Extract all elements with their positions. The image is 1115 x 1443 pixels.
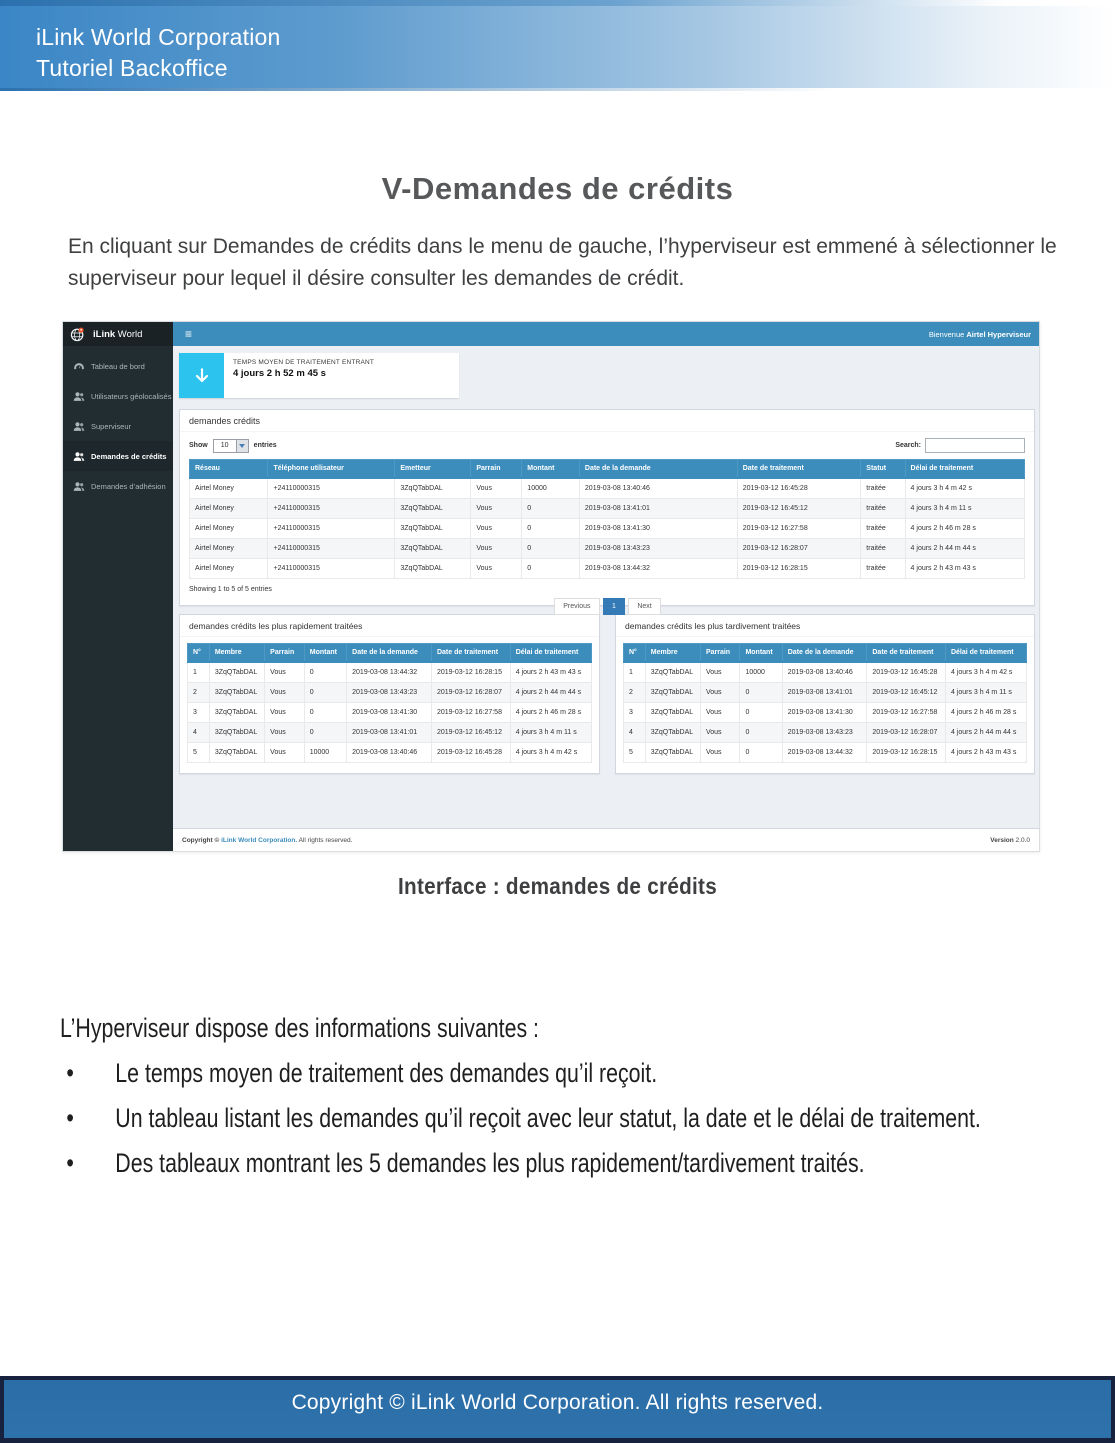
cell: 0 bbox=[740, 723, 782, 743]
list-item: • Le temps moyen de traitement des demandes qu’il reçoit. bbox=[60, 1051, 1087, 1096]
table-row bbox=[624, 683, 1027, 703]
cell: 2019-03-12 16:45:12 bbox=[431, 723, 510, 743]
column-header[interactable]: Statut bbox=[861, 460, 905, 479]
pagination bbox=[180, 595, 1034, 615]
cell: 2019-03-12 16:28:15 bbox=[737, 559, 861, 579]
cell: 2019-03-08 13:44:32 bbox=[579, 559, 737, 579]
cell: +24110000315 bbox=[268, 478, 395, 499]
cell: 3ZqQTabDAL bbox=[395, 539, 471, 559]
column-header[interactable]: Réseau bbox=[190, 460, 268, 479]
infobox-value: 4 jours 2 h 52 m 45 s bbox=[233, 368, 326, 379]
company-link[interactable]: iLink World Corporation. bbox=[221, 836, 298, 844]
cell: 3ZqQTabDAL bbox=[209, 683, 264, 703]
sidebar-item-utilisateurs-geolocalises[interactable] bbox=[63, 381, 173, 411]
table-row bbox=[624, 662, 1027, 683]
cell: 2019-03-12 16:45:28 bbox=[867, 662, 946, 683]
cell: 3ZqQTabDAL bbox=[209, 723, 264, 743]
cell: 3ZqQTabDAL bbox=[395, 559, 471, 579]
latest-processed-table bbox=[623, 643, 1027, 763]
previous-page-button[interactable]: Previous bbox=[554, 598, 599, 615]
cell: Vous bbox=[471, 478, 522, 499]
down-arrow-icon bbox=[179, 353, 224, 398]
cell: 2019-03-08 13:40:46 bbox=[347, 743, 432, 763]
cell: Vous bbox=[471, 559, 522, 579]
cell: 2019-03-08 13:43:23 bbox=[579, 539, 737, 559]
app-screenshot bbox=[62, 321, 1040, 852]
cell: Vous bbox=[700, 683, 739, 703]
cell: 2019-03-12 16:28:15 bbox=[431, 662, 510, 683]
users-icon bbox=[73, 421, 85, 432]
cell: 2019-03-12 16:27:58 bbox=[431, 703, 510, 723]
globe-icon bbox=[70, 327, 85, 342]
cell: 4 jours 2 h 46 m 28 s bbox=[510, 703, 591, 723]
cell: Vous bbox=[471, 519, 522, 539]
cell: 4 jours 2 h 44 m 44 s bbox=[510, 683, 591, 703]
cell: 0 bbox=[522, 499, 580, 519]
show-label: Show bbox=[189, 442, 208, 449]
cell: 3ZqQTabDAL bbox=[395, 478, 471, 499]
cell: 2019-03-12 16:27:58 bbox=[737, 519, 861, 539]
cell: 3ZqQTabDAL bbox=[645, 723, 700, 743]
sidebar-item-demandes-de-credits[interactable] bbox=[63, 441, 173, 471]
table-row bbox=[624, 743, 1027, 763]
cell: Vous bbox=[471, 539, 522, 559]
next-page-button[interactable]: Next bbox=[628, 598, 660, 615]
column-header[interactable]: Téléphone utilisateur bbox=[268, 460, 395, 479]
cell: 2019-03-12 16:28:07 bbox=[737, 539, 861, 559]
cell: 3ZqQTabDAL bbox=[209, 662, 264, 683]
list-intro: L’Hyperviseur dispose des informations suivantes : bbox=[60, 1013, 539, 1043]
panel-title: demandes crédits les plus rapidement traitées bbox=[180, 615, 599, 637]
users-icon bbox=[73, 481, 85, 492]
cell: +24110000315 bbox=[268, 559, 395, 579]
average-time-infobox bbox=[179, 353, 459, 398]
cell: 2 bbox=[624, 683, 646, 703]
page-title: V-Demandes de crédits bbox=[381, 171, 734, 206]
page-1-button[interactable]: 1 bbox=[603, 598, 625, 615]
column-header: N° bbox=[188, 644, 210, 663]
cell: 0 bbox=[740, 743, 782, 763]
cell: Vous bbox=[265, 683, 305, 703]
cell: 2019-03-08 13:41:30 bbox=[579, 519, 737, 539]
cell: Airtel Money bbox=[190, 559, 268, 579]
column-header[interactable]: Montant bbox=[522, 460, 580, 479]
cell: Vous bbox=[265, 723, 305, 743]
cell: 0 bbox=[522, 539, 580, 559]
app-content bbox=[173, 346, 1039, 828]
cell: 2019-03-08 13:43:23 bbox=[782, 723, 867, 743]
cell: 4 bbox=[624, 723, 646, 743]
table-row bbox=[188, 683, 592, 703]
table-row bbox=[190, 519, 1025, 539]
infobox-label: TEMPS MOYEN DE TRAITEMENT ENTRANT bbox=[233, 359, 375, 366]
information-list bbox=[60, 1006, 1087, 1186]
column-header[interactable]: Date de la demande bbox=[579, 460, 737, 479]
cell: 5 bbox=[624, 743, 646, 763]
cell: Vous bbox=[265, 662, 305, 683]
sidebar-item-label: Tableau de bord bbox=[91, 361, 145, 371]
cell: 2019-03-12 16:28:15 bbox=[867, 743, 946, 763]
cell: 4 jours 3 h 4 m 11 s bbox=[945, 683, 1026, 703]
column-header[interactable]: Emetteur bbox=[395, 460, 471, 479]
latest-processed-panel bbox=[615, 614, 1035, 774]
cell: 2019-03-08 13:41:30 bbox=[782, 703, 867, 723]
cell: 4 jours 2 h 43 m 43 s bbox=[510, 662, 591, 683]
cell: traitée bbox=[861, 519, 905, 539]
cell: 2019-03-08 13:41:01 bbox=[347, 723, 432, 743]
cell: 0 bbox=[740, 683, 782, 703]
cell: 3ZqQTabDAL bbox=[209, 703, 264, 723]
cell: +24110000315 bbox=[268, 539, 395, 559]
column-header: Date de la demande bbox=[347, 644, 432, 663]
column-header: Parrain bbox=[700, 644, 739, 663]
cell: 2019-03-12 16:45:12 bbox=[867, 683, 946, 703]
cell: 2019-03-12 16:28:07 bbox=[867, 723, 946, 743]
list-item: • Des tableaux montrant les 5 demandes les plus rapidement/tardivement traités. bbox=[60, 1141, 1087, 1186]
version-text: Version 2.0.0 bbox=[990, 836, 1030, 844]
table-row bbox=[190, 539, 1025, 559]
column-header: Délai de traitement bbox=[945, 644, 1026, 663]
brand-text: iLink World bbox=[93, 328, 143, 340]
cell: 2019-03-08 13:40:46 bbox=[782, 662, 867, 683]
cell: Vous bbox=[700, 662, 739, 683]
cell: Airtel Money bbox=[190, 499, 268, 519]
cell: 0 bbox=[304, 723, 346, 743]
cell: 2019-03-08 13:44:32 bbox=[782, 743, 867, 763]
sidebar-item-superviseur[interactable] bbox=[63, 411, 173, 441]
app-footer bbox=[173, 828, 1039, 851]
cell: Vous bbox=[471, 499, 522, 519]
cell: 3ZqQTabDAL bbox=[395, 499, 471, 519]
cell: 3ZqQTabDAL bbox=[645, 703, 700, 723]
table-row bbox=[190, 499, 1025, 519]
cell: Airtel Money bbox=[190, 478, 268, 499]
cell: 2019-03-08 13:44:32 bbox=[347, 662, 432, 683]
fastest-processed-panel bbox=[179, 614, 600, 774]
table-row bbox=[188, 662, 592, 683]
app-sidebar bbox=[63, 346, 173, 851]
cell: 0 bbox=[304, 703, 346, 723]
cell: 2019-03-08 13:41:30 bbox=[347, 703, 432, 723]
cell: 3ZqQTabDAL bbox=[209, 743, 264, 763]
sidebar-item-demandes-d-adhesion[interactable] bbox=[63, 471, 173, 501]
demandes-credits-panel bbox=[179, 409, 1035, 610]
cell: 1 bbox=[188, 662, 210, 683]
cell: 4 jours 2 h 44 m 44 s bbox=[905, 539, 1024, 559]
cell: 2019-03-08 13:41:01 bbox=[579, 499, 737, 519]
cell: 4 jours 2 h 44 m 44 s bbox=[945, 723, 1026, 743]
welcome-user[interactable]: Bienvenue Airtel Hyperviseur bbox=[928, 329, 1031, 339]
cell: +24110000315 bbox=[268, 519, 395, 539]
table-row bbox=[624, 703, 1027, 723]
cell: 2019-03-08 13:41:01 bbox=[782, 683, 867, 703]
cell: 1 bbox=[624, 662, 646, 683]
cell: 4 jours 2 h 46 m 28 s bbox=[945, 703, 1026, 723]
cell: 10000 bbox=[522, 478, 580, 499]
cell: 2 bbox=[188, 683, 210, 703]
sidebar-item-label: Demandes d’adhésion bbox=[91, 481, 166, 491]
cell: 4 jours 2 h 43 m 43 s bbox=[945, 743, 1026, 763]
cell: 0 bbox=[304, 683, 346, 703]
document-subtitle: Tutoriel Backoffice bbox=[36, 55, 228, 81]
app-navbar bbox=[63, 322, 1039, 346]
column-header: Date de traitement bbox=[867, 644, 946, 663]
cell: traitée bbox=[861, 478, 905, 499]
table-row bbox=[624, 723, 1027, 743]
table-row bbox=[190, 559, 1025, 579]
cell: Vous bbox=[700, 743, 739, 763]
cell: 0 bbox=[740, 703, 782, 723]
cell: 2019-03-12 16:45:12 bbox=[737, 499, 861, 519]
cell: 2019-03-12 16:45:28 bbox=[737, 478, 861, 499]
showing-entries-text: Showing 1 to 5 of 5 entries bbox=[189, 586, 272, 593]
table-row bbox=[188, 723, 592, 743]
column-header: Montant bbox=[304, 644, 346, 663]
intro-paragraph: En cliquant sur Demandes de crédits dans le menu de gauche, l’hyperviseur est emmené à sélectionner le superviseur pour lequel il désire consulter les demandes de crédit. bbox=[68, 235, 1057, 290]
sidebar-item-tableau-de-bord[interactable] bbox=[63, 351, 173, 381]
cell: 3ZqQTabDAL bbox=[645, 662, 700, 683]
column-header: Montant bbox=[740, 644, 782, 663]
navbar-bar bbox=[173, 322, 1039, 346]
column-header: Date de la demande bbox=[782, 644, 867, 663]
column-header: Membre bbox=[209, 644, 264, 663]
panel-title: demandes crédits bbox=[180, 410, 1034, 432]
cell: 0 bbox=[304, 662, 346, 683]
cell: 4 jours 2 h 43 m 43 s bbox=[905, 559, 1024, 579]
entries-label: entries bbox=[253, 442, 277, 449]
cell: 5 bbox=[188, 743, 210, 763]
cell: 3 bbox=[188, 703, 210, 723]
rights-text: All rights reserved. bbox=[297, 836, 353, 844]
document-header bbox=[0, 6, 1115, 88]
cell: 0 bbox=[522, 559, 580, 579]
dashboard-icon bbox=[73, 361, 85, 372]
column-header: Membre bbox=[645, 644, 700, 663]
sidebar-item-label: Superviseur bbox=[91, 421, 132, 431]
cell: 10000 bbox=[740, 662, 782, 683]
figure-caption: Interface : demandes de crédits bbox=[398, 873, 717, 899]
cell: traitée bbox=[861, 499, 905, 519]
table-row bbox=[188, 703, 592, 723]
cell: Airtel Money bbox=[190, 519, 268, 539]
cell: 4 jours 3 h 4 m 42 s bbox=[945, 662, 1026, 683]
cell: 2019-03-12 16:45:28 bbox=[431, 743, 510, 763]
table-row bbox=[188, 743, 592, 763]
cell: 0 bbox=[522, 519, 580, 539]
show-entries-control bbox=[189, 439, 277, 453]
cell: 3ZqQTabDAL bbox=[645, 743, 700, 763]
cell: traitée bbox=[861, 539, 905, 559]
cell: Vous bbox=[265, 743, 305, 763]
cell: 2019-03-08 13:40:46 bbox=[579, 478, 737, 499]
sidebar-item-label: Demandes de crédits bbox=[91, 451, 167, 461]
cell: traitée bbox=[861, 559, 905, 579]
cell: 3ZqQTabDAL bbox=[395, 519, 471, 539]
search-label: Search: bbox=[895, 442, 921, 449]
fastest-processed-table bbox=[187, 643, 592, 763]
list-item: • Un tableau listant les demandes qu’il reçoit avec leur statut, la date et le délai de traitement. bbox=[60, 1096, 1087, 1141]
cell: Airtel Money bbox=[190, 539, 268, 559]
cell: 2019-03-12 16:27:58 bbox=[867, 703, 946, 723]
column-header: Date de traitement bbox=[431, 644, 510, 663]
cell: Vous bbox=[265, 703, 305, 723]
users-icon bbox=[73, 451, 85, 462]
search-input[interactable] bbox=[925, 438, 1025, 453]
sidebar-item-label: Utilisateurs géolocalisés bbox=[91, 391, 172, 401]
chevron-down-icon bbox=[236, 440, 248, 452]
cell: 4 jours 2 h 46 m 28 s bbox=[905, 519, 1024, 539]
column-header[interactable]: Parrain bbox=[471, 460, 522, 479]
entries-selected-value: 10 bbox=[220, 441, 229, 449]
cell: Vous bbox=[700, 723, 739, 743]
cell: 10000 bbox=[304, 743, 346, 763]
brand-logo[interactable] bbox=[63, 322, 173, 346]
column-header[interactable]: Délai de traitement bbox=[905, 460, 1024, 479]
panel-title: demandes crédits les plus tardivement traitées bbox=[616, 615, 1034, 637]
cell: 3ZqQTabDAL bbox=[645, 683, 700, 703]
column-header: N° bbox=[624, 644, 646, 663]
table-row bbox=[190, 478, 1025, 499]
cell: 4 jours 3 h 4 m 11 s bbox=[905, 499, 1024, 519]
page-footer: Copyright © iLink World Corporation. All rights reserved. bbox=[0, 1376, 1115, 1443]
entries-select[interactable] bbox=[213, 439, 249, 453]
cell: +24110000315 bbox=[268, 499, 395, 519]
cell: 4 bbox=[188, 723, 210, 743]
column-header[interactable]: Date de traitement bbox=[737, 460, 861, 479]
users-icon bbox=[73, 391, 85, 402]
cell: 3 bbox=[624, 703, 646, 723]
column-header: Parrain bbox=[265, 644, 305, 663]
cell: 4 jours 3 h 4 m 42 s bbox=[510, 743, 591, 763]
column-header: Délai de traitement bbox=[510, 644, 591, 663]
cell: 4 jours 3 h 4 m 42 s bbox=[905, 478, 1024, 499]
cell: Vous bbox=[700, 703, 739, 723]
cell: 4 jours 3 h 4 m 11 s bbox=[510, 723, 591, 743]
company-name: iLink World Corporation bbox=[36, 24, 281, 50]
cell: 2019-03-12 16:28:07 bbox=[431, 683, 510, 703]
hamburger-icon[interactable]: ≡ bbox=[185, 327, 193, 341]
cell: 2019-03-08 13:43:23 bbox=[347, 683, 432, 703]
demandes-credits-table bbox=[189, 459, 1025, 579]
copyright-text: Copyright © bbox=[182, 836, 222, 844]
